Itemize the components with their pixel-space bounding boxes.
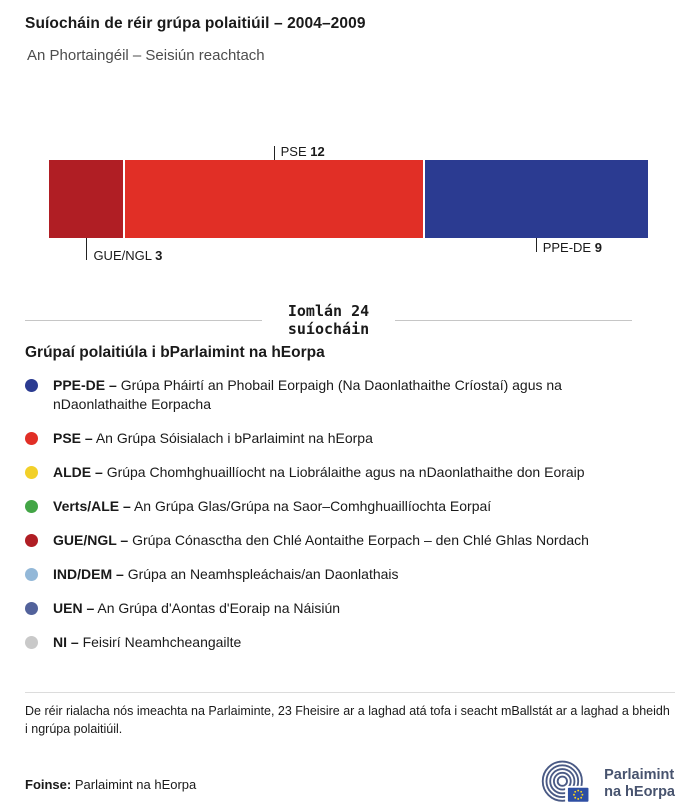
bar-segment-pse xyxy=(125,160,423,238)
divider-line-right xyxy=(395,320,632,321)
legend-abbr: UEN – xyxy=(53,600,95,616)
legend-abbr: IND/DEM – xyxy=(53,566,124,582)
legend-dot-gue-ngl xyxy=(25,534,38,547)
group-name: GUE/NGL xyxy=(93,248,152,263)
bar-label-gue-ngl xyxy=(86,238,163,263)
group-value: 3 xyxy=(155,248,163,263)
legend-text xyxy=(53,497,491,516)
legend-desc: An Grúpa d'Aontas d'Eoraip na Náisiún xyxy=(97,600,341,616)
parliament-hemicycle-icon xyxy=(539,760,595,808)
legend-dot-ind-dem xyxy=(25,568,38,581)
bar-label-pse-text xyxy=(281,144,325,159)
footer-bottom-row xyxy=(25,760,675,808)
total-seats-divider xyxy=(25,302,632,338)
group-value: 9 xyxy=(594,240,602,255)
total-line-1: Iomlán 24 xyxy=(287,302,370,320)
legend-item-gue-ngl xyxy=(25,531,675,550)
legend-abbr: PSE – xyxy=(53,430,93,446)
legend-abbr: NI – xyxy=(53,634,79,650)
legend-desc: Grúpa an Neamhspleáchais/an Daonlathais xyxy=(127,566,399,582)
legend-dot-uen xyxy=(25,602,38,615)
legend xyxy=(25,376,675,652)
legend-item-verts-ale xyxy=(25,497,675,516)
legend-desc: An Grúpa Glas/Grúpa na Saor–Comhghuaillíochta Eorpaí xyxy=(133,498,492,514)
legend-item-uen xyxy=(25,599,675,618)
legend-item-ind-dem xyxy=(25,565,675,584)
bar-segment-ppe-de xyxy=(425,160,648,238)
total-seats-label xyxy=(262,302,395,338)
legend-desc: Feisirí Neamhcheangailte xyxy=(82,634,242,650)
legend-desc: An Grúpa Sóisialach i bParlaimint na hEorpa xyxy=(95,430,373,446)
legend-text xyxy=(53,531,589,550)
bar-label-gue-ngl-text xyxy=(93,248,162,263)
legend-desc: Grúpa Cónasctha den Chlé Aontaithe Eorpach – den Chlé Ghlas Nordach xyxy=(132,532,589,548)
footer-note: De réir rialacha nós imeachta na Parlaiminte, 23 Fheisire ar a laghad atá tofa i seacht mBallstát ar a laghad a bheidh i ngrúpa polaitiúil. xyxy=(25,704,670,736)
total-line-2: suíocháin xyxy=(287,320,370,338)
seat-distribution-chart xyxy=(49,146,648,266)
divider-line-left xyxy=(25,320,262,321)
legend-dot-verts-ale xyxy=(25,500,38,513)
header xyxy=(0,0,700,64)
legend-dot-alde xyxy=(25,466,38,479)
legend-abbr: PPE-DE – xyxy=(53,377,117,393)
group-name: PSE xyxy=(280,144,307,159)
legend-item-ppe-de xyxy=(25,376,675,414)
bar-label-ppe-de xyxy=(536,238,602,255)
legend-item-pse xyxy=(25,429,675,448)
page-title: Suíocháin de réir grúpa polaitiúil – 2004–2009 xyxy=(25,15,366,32)
page-subtitle: An Phortaingéil – Seisiún reachtach xyxy=(27,47,265,64)
stacked-bar xyxy=(49,160,648,238)
logo-text-line-1: Parlaimint xyxy=(604,767,675,783)
bar-label-ppe-de-text xyxy=(543,240,602,255)
bar-label-pse xyxy=(274,144,325,160)
legend-desc: Grúpa Pháirtí an Phobail Eorpaigh (Na Daonlathaithe Críostaí) agus na nDaonlathaithe Eorpacha xyxy=(53,377,562,412)
source-value: Parlaimint na hEorpa xyxy=(74,776,197,792)
group-value: 12 xyxy=(310,144,325,159)
legend-abbr: GUE/NGL – xyxy=(53,532,129,548)
legend-text xyxy=(53,429,373,448)
group-name: PPE-DE xyxy=(542,240,592,255)
legend-heading: Grúpaí polaitiúla i bParlaimint na hEorpa xyxy=(25,344,325,361)
source-label: Foinse: xyxy=(25,776,72,792)
european-parliament-logo xyxy=(539,760,675,808)
legend-item-ni xyxy=(25,633,675,652)
legend-item-alde xyxy=(25,463,675,482)
legend-abbr: Verts/ALE – xyxy=(53,498,131,514)
legend-text xyxy=(53,463,585,482)
source-line xyxy=(25,777,196,792)
legend-text xyxy=(53,633,241,652)
legend-text xyxy=(53,376,658,414)
legend-dot-ppe-de xyxy=(25,379,38,392)
legend-text xyxy=(53,565,399,584)
legend-text xyxy=(53,599,340,618)
legend-abbr: ALDE – xyxy=(53,464,103,480)
logo-text-line-2: na hEorpa xyxy=(604,784,675,800)
footer-divider xyxy=(25,692,675,693)
eu-flag-icon xyxy=(568,788,589,802)
bar-segment-gue-ngl xyxy=(49,160,123,238)
legend-dot-ni xyxy=(25,636,38,649)
logo-text xyxy=(604,767,675,801)
legend-desc: Grúpa Chomhghuaillíocht na Liobrálaithe agus na nDaonlathaithe don Eoraip xyxy=(106,464,585,480)
legend-dot-pse xyxy=(25,432,38,445)
